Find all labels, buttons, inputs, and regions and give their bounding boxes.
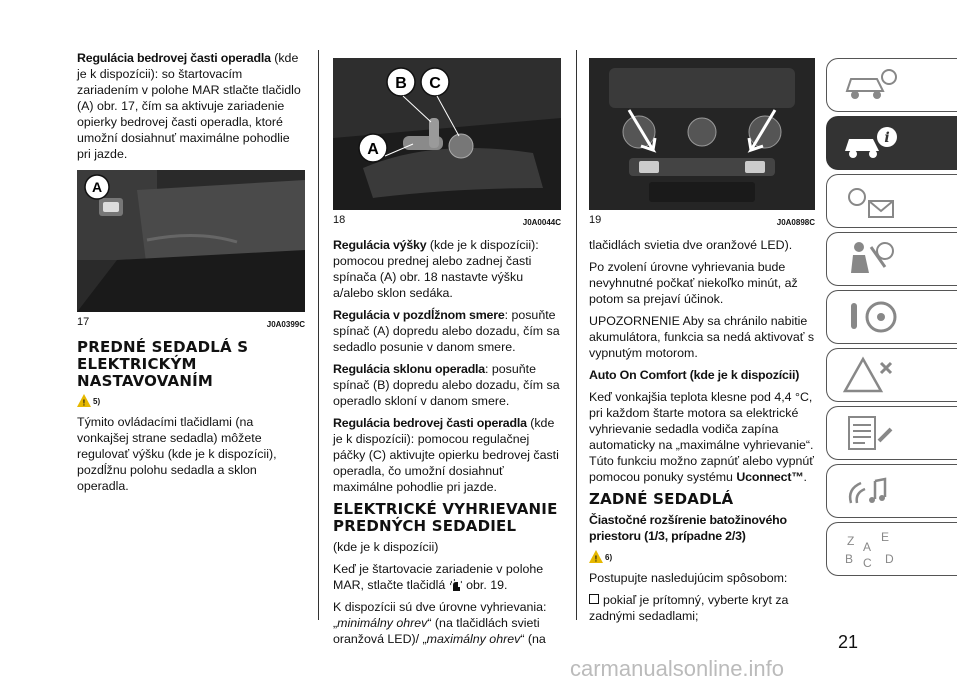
side-tab-steering[interactable] — [826, 290, 957, 344]
svg-text:i: i — [884, 130, 890, 146]
side-tab-airbag[interactable] — [826, 232, 957, 286]
svg-text:D: D — [885, 552, 894, 566]
column-3 — [589, 50, 815, 630]
checkbox-bullet-icon — [589, 594, 599, 604]
list-item: pokiaľ je prítomný, vyberte kryt za zadnými sedadlami; — [589, 593, 789, 623]
side-tab-warning-lights[interactable] — [826, 174, 957, 228]
emergency-icon — [841, 353, 901, 397]
paragraph: Keď vonkajšia teplota klesne pod 4,4 °C, pri každom štarte motora sa elektrické vyhrievanie sedadla vodiča zapína automaticky na „maximálne vyhrievanie“. Túto funkciu možno zapnúť alebo vypnúť pomocou ponuky systému Uconnect™. — [589, 390, 814, 484]
multimedia-icon — [841, 469, 901, 513]
svg-text:!: ! — [594, 554, 598, 563]
paragraph: Regulácia v pozdĺžnom smere: posuňte spínač (A) dopredu alebo dozadu, čím sa sedadlo posunie v danom smere. — [333, 308, 560, 354]
car-info-icon — [841, 121, 901, 165]
paragraph: (kde je k dispozícii) — [333, 540, 439, 554]
watermark: carmanualsonline.info — [570, 656, 785, 681]
figure-caption: 17 J0A0399C — [77, 316, 305, 329]
warning-reference: ! 5) — [77, 394, 305, 410]
column-divider — [576, 50, 577, 620]
paragraph: tlačidlách svietia dve oranžové LED). — [589, 238, 793, 252]
car-search-icon — [841, 63, 901, 107]
svg-text:B: B — [845, 552, 854, 566]
section-heading: ZADNÉ SEDADLÁ — [589, 490, 734, 508]
warning-reference: ! 6) — [589, 550, 815, 566]
side-tab-multimedia[interactable] — [826, 464, 957, 518]
warning-icon — [77, 394, 91, 407]
column-1 — [77, 50, 305, 500]
svg-text:Z: Z — [847, 534, 855, 548]
figure-label-b: B — [395, 75, 407, 92]
subheading: Čiastočné rozšírenie batožinového priestoru (1/3, prípadne 2/3) — [589, 513, 787, 543]
figure-18-seat-controls-image — [333, 58, 561, 210]
svg-text:!: ! — [82, 398, 86, 407]
page-number: 21 — [838, 632, 859, 652]
figure-caption: 18 J0A0044C — [333, 214, 561, 227]
column-2 — [333, 50, 561, 653]
figure-label-a: A — [367, 141, 379, 158]
paragraph: Regulácia bedrovej časti operadla (kde je k dispozícii): so štartovacím zariadením v polohe MAR stlačte tlačidlo (A) obr. 17, čím sa aktivuje zariadenie opierky bedrovej časti operadla, ktoré umožní dosiahnuť maximálne pohodlie pri jazde. — [77, 51, 301, 161]
paragraph: Auto On Comfort (kde je k dispozícii) — [589, 368, 800, 382]
paragraph: Postupujte nasledujúcim spôsobom: — [589, 571, 788, 585]
paragraph: Regulácia sklonu operadla: posuňte spínač (B) dopredu alebo dozadu, čím sa operadlo skloní v danom smere. — [333, 362, 560, 408]
steering-icon — [841, 295, 901, 339]
side-tab-emergency[interactable] — [826, 348, 957, 402]
side-tab-maintenance[interactable] — [826, 406, 957, 460]
seat-heater-icon — [449, 579, 463, 593]
warning-lights-icon — [841, 179, 901, 223]
section-heading: PREDNÉ SEDADLÁ S ELEKTRICKÝM NASTAVOVANÍM — [77, 338, 249, 390]
warning-icon — [589, 550, 603, 563]
paragraph: Regulácia výšky (kde je k dispozícii): pomocou prednej alebo zadnej časti spínača (A) obr. 18 nastavte výšku a/alebo sklon sedáka. — [333, 238, 539, 300]
figure-caption: 19 J0A0898C — [589, 214, 815, 227]
side-tab-index[interactable] — [826, 522, 957, 576]
maintenance-icon — [841, 411, 901, 455]
section-heading: ELEKTRICKÉ VYHRIEVANIE PREDNÝCH SEDADIEL — [333, 500, 558, 535]
column-divider — [318, 50, 319, 620]
paragraph: Regulácia bedrovej časti operadla (kde je k dispozícii): pomocou regulačnej páčky (C) aktivujte opierku bedrovej časti operadla, čo umožní dosiahnuť maximálne pohodlie pri jazde. — [333, 416, 559, 494]
figure-19-dashboard-buttons-image — [589, 58, 815, 210]
paragraph: Keď je štartovacie zariadenie v polohe MAR, stlačte tlačidlá obr. 19. — [333, 562, 544, 592]
figure-label-a: A — [91, 179, 103, 195]
paragraph: UPOZORNENIE Aby sa chránilo nabitie akumulátora, funkcia sa nedá aktivovať s vypnutým motorom. — [589, 314, 815, 360]
side-tab-car-info[interactable] — [826, 116, 957, 170]
side-tab-car-search[interactable] — [826, 58, 957, 112]
airbag-icon — [841, 237, 901, 281]
figure-17-seat-image — [77, 170, 305, 312]
paragraph: Po zvolení úrovne vyhrievania bude nevyhnutné počkať niekoľko minút, až potom sa prejaví účinok. — [589, 260, 798, 306]
svg-text:A: A — [863, 540, 872, 554]
svg-text:E: E — [881, 530, 890, 544]
svg-text:C: C — [863, 556, 872, 570]
figure-label-c: C — [429, 75, 441, 92]
paragraph: K dispozícii sú dve úrovne vyhrievania: „minimálny ohrev“ (na tlačidlách svieti oranžová LED)/ „maximálny ohrev“ (na — [333, 600, 547, 646]
index-icon — [841, 527, 901, 571]
paragraph: Týmito ovládacími tlačidlami (na vonkajšej strane sedadla) môžete regulovať výšku (kde je k dispozícii), pozdĺžnu polohu sedadla a sklon operadla. — [77, 415, 277, 493]
